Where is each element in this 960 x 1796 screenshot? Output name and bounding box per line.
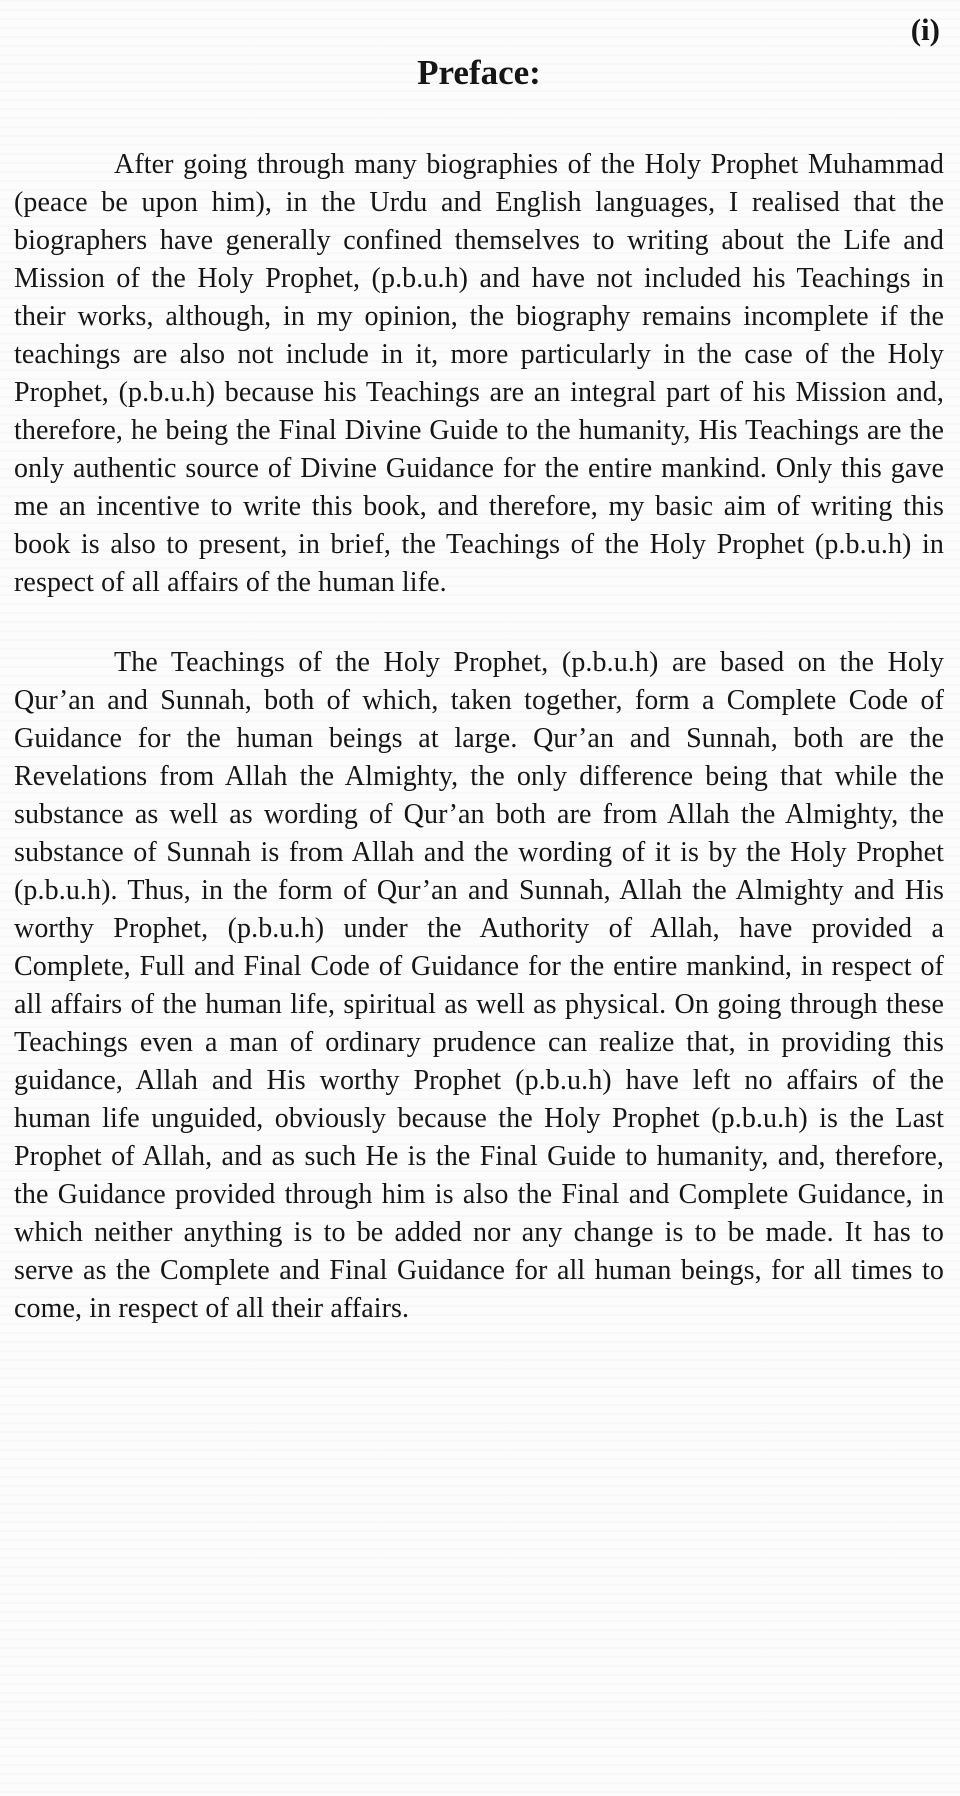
page-title: Preface:: [417, 53, 541, 92]
page-number: (i): [910, 12, 940, 47]
preface-paragraph-2: The Teachings of the Holy Prophet, (p.b.u.h) are based on the Holy Qur’an and Sunnah, both of which, taken together, form a Complete Code of Guidance for the human beings at large. Qur’an and Sunnah, both are the Revelations from Allah the Almighty, the only difference being that while the substance as well as wording of Qur’an both are from Allah the Almighty, the substance of Sunnah is from Allah and the wording of it is by the Holy Prophet (p.b.u.h). Thus, in the form of Qur’an and Sunnah, Allah the Almighty and His worthy Prophet, (p.b.u.h) under the Authority of Allah, have provided a Complete, Full and Final Code of Guidance for the entire mankind, in respect of all affairs of the human life, spiritual as well as physical. On going through these Teachings even a man of ordinary prudence can realize that, in providing this guidance, Allah and His worthy Prophet (p.b.u.h) have left no affairs of the human life unguided, obviously because the Holy Prophet (p.b.u.h) is the Last Prophet of Allah, and as such He is the Final Guide to humanity, and, therefore, the Guidance provided through him is also the Final and Complete Guidance, in which neither anything is to be added nor any change is to be made. It has to serve as the Complete and Final Guidance for all human beings, for all times to come, in respect of all their affairs.: [14, 647, 944, 1324]
preface-paragraph-1: After going through many biographies of the Holy Prophet Muhammad (peace be upon him), in the Urdu and English languages, I realised that the biographers have generally confined themselves to writing about the Life and Mission of the Holy Prophet, (p.b.u.h) and have not included his Teachings in their works, although, in my opinion, the biography remains incomplete if the teachings are also not include in it, more particularly in the case of the Holy Prophet, (p.b.u.h) because his Teachings are an integral part of his Mission and, therefore, he being the Final Divine Guide to the humanity, His Teachings are the only authentic source of Divine Guidance for the entire mankind. Only this gave me an incentive to write this book, and therefore, my basic aim of writing this book is also to present, in brief, the Teachings of the Holy Prophet (p.b.u.h) in respect of all affairs of the human life.: [14, 149, 944, 598]
